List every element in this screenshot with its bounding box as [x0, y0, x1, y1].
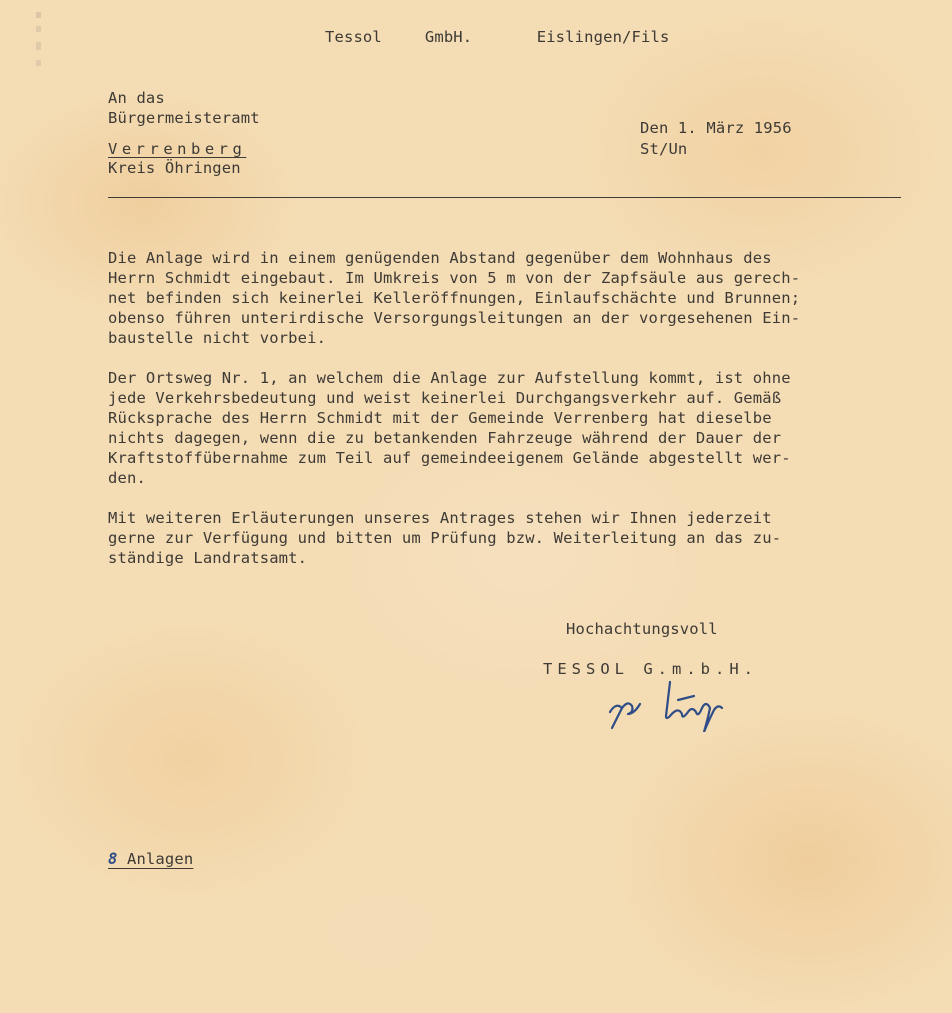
- paragraph-line: den.: [108, 469, 146, 487]
- header-divider: [108, 197, 901, 198]
- paragraph-line: net befinden sich keinerlei Kelleröffnungen, Einlaufschächte und Brunnen;: [108, 289, 801, 307]
- paragraph-line: Herrn Schmidt eingebaut. Im Umkreis von 5 m von der Zapfsäule aus gerech-: [108, 269, 801, 287]
- paragraph-1: [108, 248, 898, 348]
- closing-salutation: Hochachtungsvoll: [566, 620, 718, 638]
- recipient-district: Kreis Öhringen: [108, 159, 241, 177]
- letter-reference: St/Un: [640, 140, 688, 158]
- paragraph-line: gerne zur Verfügung und bitten um Prüfung bzw. Weiterleitung an das zu-: [108, 529, 782, 547]
- letterhead: Tessol GmbH. Eislingen/Fils: [325, 28, 670, 46]
- paragraph-line: ständige Landratsamt.: [108, 549, 308, 567]
- recipient-town: Verrenberg: [108, 140, 247, 158]
- handwritten-signature: [600, 672, 770, 732]
- edge-stain-mark: [32, 8, 46, 68]
- paragraph-3: [108, 508, 898, 568]
- paragraph-line: Die Anlage wird in einem genügenden Abstand gegenüber dem Wohnhaus des: [108, 249, 772, 267]
- paragraph-line: Kraftstoffübernahme zum Teil auf gemeindeeigenem Gelände abgestellt wer-: [108, 449, 791, 467]
- paragraph-2: [108, 368, 898, 488]
- paragraph-line: Mit weiteren Erläuterungen unseres Antrages stehen wir Ihnen jederzeit: [108, 509, 772, 527]
- enclosure-note: [108, 849, 193, 869]
- company-signature-line: TESSOL G.m.b.H.: [543, 660, 758, 678]
- paragraph-line: Rücksprache des Herrn Schmidt mit der Gemeinde Verrenberg hat dieselbe: [108, 409, 772, 427]
- recipient-line-1: An das: [108, 89, 165, 107]
- enclosure-count: 8: [108, 850, 118, 868]
- paragraph-line: baustelle nicht vorbei.: [108, 329, 327, 347]
- paragraph-line: jede Verkehrsbedeutung und weist keinerlei Durchgangsverkehr auf. Gemäß: [108, 389, 782, 407]
- paragraph-line: obenso führen unterirdische Versorgungsleitungen an der vorgesehenen Ein-: [108, 309, 801, 327]
- paragraph-line: Der Ortsweg Nr. 1, an welchem die Anlage zur Aufstellung kommt, ist ohne: [108, 369, 791, 387]
- enclosure-label: Anlagen: [126, 850, 194, 868]
- paragraph-line: nichts dagegen, wenn die zu betankenden Fahrzeuge während der Dauer der: [108, 429, 782, 447]
- letter-date: Den 1. März 1956: [640, 119, 792, 137]
- recipient-line-2: Bürgermeisteramt: [108, 109, 260, 127]
